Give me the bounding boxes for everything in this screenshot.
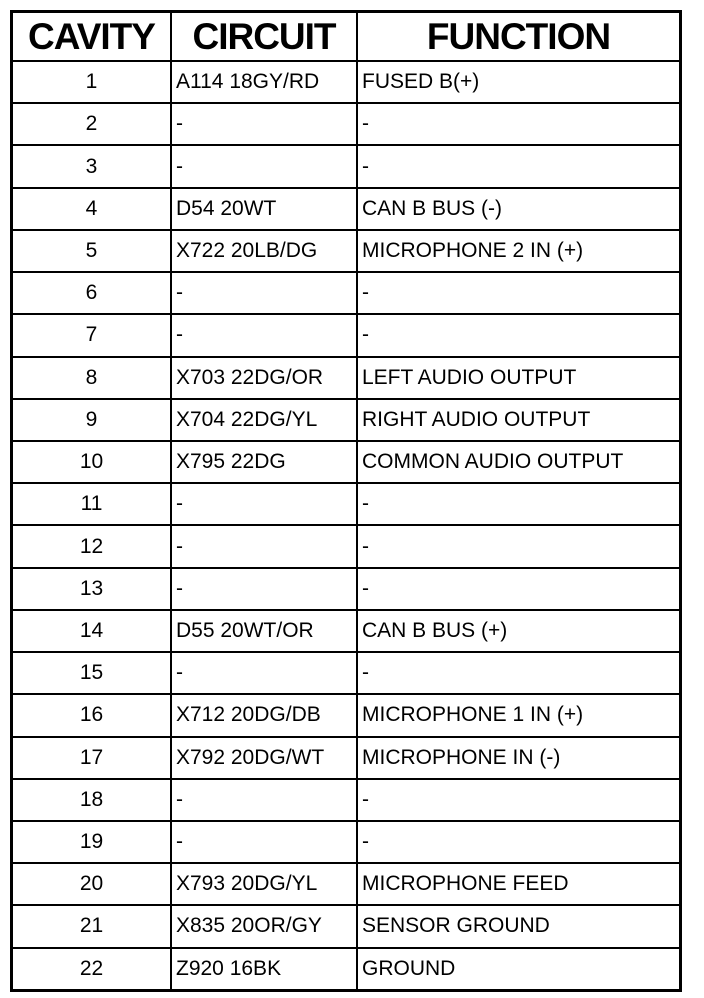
table-row [13, 525, 679, 567]
table-row [13, 568, 679, 610]
circuit-cell: X704 22DG/YL [171, 399, 357, 441]
circuit-cell: X722 20LB/DG [171, 230, 357, 272]
circuit-cell: X835 20OR/GY [171, 905, 357, 947]
circuit-cell: - [171, 652, 357, 694]
cavity-cell: 6 [13, 272, 171, 314]
header-cavity: CAVITY [13, 13, 171, 61]
table-row [13, 230, 679, 272]
circuit-cell: D54 20WT [171, 188, 357, 230]
cavity-cell: 4 [13, 188, 171, 230]
function-cell: MICROPHONE FEED [357, 863, 679, 905]
function-cell: - [357, 103, 679, 145]
connector-pinout-table [10, 10, 682, 992]
pinout-table [13, 13, 679, 989]
circuit-cell: A114 18GY/RD [171, 61, 357, 103]
header-circuit: CIRCUIT [171, 13, 357, 61]
circuit-cell: - [171, 314, 357, 356]
table-row [13, 779, 679, 821]
cavity-cell: 18 [13, 779, 171, 821]
cavity-cell: 19 [13, 821, 171, 863]
function-cell: SENSOR GROUND [357, 905, 679, 947]
function-cell: LEFT AUDIO OUTPUT [357, 357, 679, 399]
table-row [13, 314, 679, 356]
function-cell: - [357, 145, 679, 187]
circuit-cell: - [171, 821, 357, 863]
cavity-cell: 1 [13, 61, 171, 103]
cavity-cell: 16 [13, 694, 171, 736]
function-cell: - [357, 779, 679, 821]
table-row [13, 863, 679, 905]
function-cell: - [357, 314, 679, 356]
function-cell: - [357, 525, 679, 567]
table-row [13, 61, 679, 103]
cavity-cell: 9 [13, 399, 171, 441]
table-row [13, 905, 679, 947]
function-cell: COMMON AUDIO OUTPUT [357, 441, 679, 483]
function-cell: - [357, 568, 679, 610]
function-cell: - [357, 272, 679, 314]
cavity-cell: 10 [13, 441, 171, 483]
circuit-cell: - [171, 779, 357, 821]
function-cell: MICROPHONE 1 IN (+) [357, 694, 679, 736]
cavity-cell: 3 [13, 145, 171, 187]
cavity-cell: 17 [13, 737, 171, 779]
table-row [13, 610, 679, 652]
cavity-cell: 13 [13, 568, 171, 610]
cavity-cell: 8 [13, 357, 171, 399]
circuit-cell: X712 20DG/DB [171, 694, 357, 736]
circuit-cell: - [171, 525, 357, 567]
cavity-cell: 7 [13, 314, 171, 356]
cavity-cell: 21 [13, 905, 171, 947]
header-function: FUNCTION [357, 13, 679, 61]
function-cell: FUSED B(+) [357, 61, 679, 103]
circuit-cell: X792 20DG/WT [171, 737, 357, 779]
cavity-cell: 11 [13, 483, 171, 525]
table-row [13, 357, 679, 399]
circuit-cell: X703 22DG/OR [171, 357, 357, 399]
cavity-cell: 15 [13, 652, 171, 694]
function-cell: RIGHT AUDIO OUTPUT [357, 399, 679, 441]
table-row [13, 103, 679, 145]
table-row [13, 948, 679, 989]
table-row [13, 188, 679, 230]
header-row [13, 13, 679, 61]
circuit-cell: - [171, 568, 357, 610]
cavity-cell: 5 [13, 230, 171, 272]
table-row [13, 272, 679, 314]
function-cell: - [357, 483, 679, 525]
table-row [13, 145, 679, 187]
cavity-cell: 14 [13, 610, 171, 652]
cavity-cell: 22 [13, 948, 171, 989]
cavity-cell: 20 [13, 863, 171, 905]
table-row [13, 652, 679, 694]
function-cell: - [357, 821, 679, 863]
function-cell: - [357, 652, 679, 694]
table-body [13, 61, 679, 989]
circuit-cell: X795 22DG [171, 441, 357, 483]
function-cell: CAN B BUS (+) [357, 610, 679, 652]
table-row [13, 694, 679, 736]
cavity-cell: 12 [13, 525, 171, 567]
function-cell: CAN B BUS (-) [357, 188, 679, 230]
circuit-cell: D55 20WT/OR [171, 610, 357, 652]
circuit-cell: - [171, 145, 357, 187]
function-cell: GROUND [362, 956, 456, 980]
circuit-cell: Z920 16BK [171, 948, 357, 989]
table-row [13, 737, 679, 779]
table-row [13, 821, 679, 863]
function-cell: MICROPHONE IN (-) [357, 737, 679, 779]
circuit-cell: - [171, 272, 357, 314]
table-row [13, 399, 679, 441]
circuit-cell: - [171, 103, 357, 145]
circuit-cell: X793 20DG/YL [171, 863, 357, 905]
table-row [13, 483, 679, 525]
cavity-cell: 2 [13, 103, 171, 145]
circuit-cell: - [171, 483, 357, 525]
function-cell: MICROPHONE 2 IN (+) [357, 230, 679, 272]
table-row [13, 441, 679, 483]
